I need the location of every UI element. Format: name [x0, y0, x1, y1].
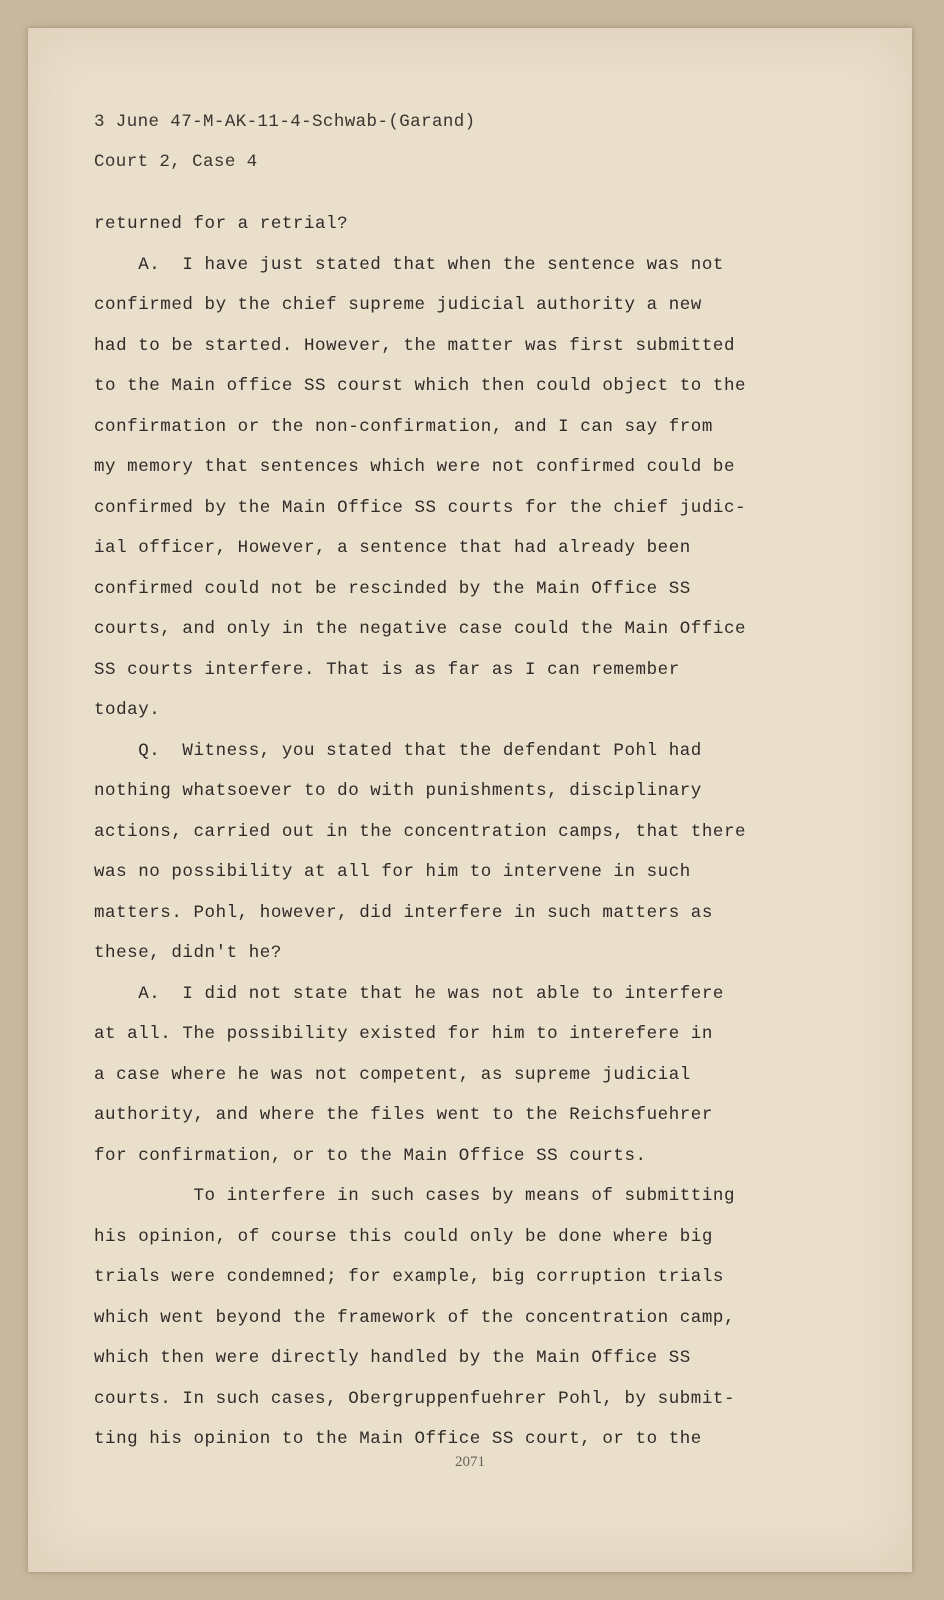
- transcript-line: A. I did not state that he was not able to interfere: [94, 983, 724, 1004]
- transcript-line: confirmed by the Main Office SS courts for the chief judic-: [94, 497, 747, 518]
- transcript-line: his opinion, of course this could only be done where big: [94, 1226, 713, 1247]
- transcript-line: at all. The possibility existed for him to interefere in: [94, 1024, 713, 1044]
- transcript-line: these, didn't he?: [94, 943, 282, 963]
- transcript-line: SS courts interfere. That is as far as I can remember: [94, 659, 680, 680]
- transcript-line: To interfere in such cases by means of submitting: [94, 1186, 735, 1206]
- header: [94, 102, 476, 182]
- header-court-line: Court 2, Case 4: [94, 152, 258, 172]
- transcript-line: returned for a retrial?: [94, 214, 349, 234]
- transcript-line: courts. In such cases, Obergruppenfuehrer Pohl, by submit-: [94, 1388, 735, 1409]
- transcript-line: matters. Pohl, however, did interfere in such matters as: [94, 902, 713, 923]
- transcript-line: Q. Witness, you stated that the defendant Pohl had: [94, 740, 702, 761]
- transcript-line: ial officer, However, a sentence that had already been: [94, 538, 691, 558]
- transcript-line: was no possibility at all for him to intervene in such: [94, 862, 691, 882]
- transcript-line: a case where he was not competent, as supreme judicial: [94, 1064, 691, 1085]
- transcript-line: to the Main office SS courst which then could object to the: [94, 376, 747, 396]
- transcript-line: A. I have just stated that when the sentence was not: [94, 254, 724, 275]
- page-number: 2071: [455, 1454, 485, 1470]
- transcript-line: today.: [94, 700, 161, 720]
- header-session-line: 3 June 47-M-AK-11-4-Schwab-(Garand): [94, 112, 476, 132]
- transcript-line: confirmed could not be rescinded by the Main Office SS: [94, 578, 691, 599]
- transcript-line: for confirmation, or to the Main Office SS courts.: [94, 1145, 647, 1166]
- transcript-line: courts, and only in the negative case could the Main Office: [94, 619, 747, 639]
- transcript-line: confirmed by the chief supreme judicial authority a new: [94, 295, 702, 315]
- transcript-line: ting his opinion to the Main Office SS court, or to the: [94, 1429, 702, 1449]
- transcript-line: which went beyond the framework of the concentration camp,: [94, 1307, 735, 1328]
- transcript-line: actions, carried out in the concentration camps, that there: [94, 821, 747, 842]
- transcript-line: authority, and where the files went to the Reichsfuehrer: [94, 1105, 713, 1125]
- transcript-line: which then were directly handled by the Main Office SS: [94, 1348, 691, 1368]
- transcript-body: [94, 204, 854, 1460]
- transcript-line: my memory that sentences which were not confirmed could be: [94, 457, 735, 477]
- transcript-line: trials were condemned; for example, big corruption trials: [94, 1267, 724, 1287]
- transcript-line: nothing whatsoever to do with punishments, disciplinary: [94, 781, 702, 801]
- document-page: [28, 28, 912, 1572]
- transcript-line: had to be started. However, the matter was first submitted: [94, 335, 735, 356]
- transcript-line: confirmation or the non-confirmation, and I can say from: [94, 416, 713, 437]
